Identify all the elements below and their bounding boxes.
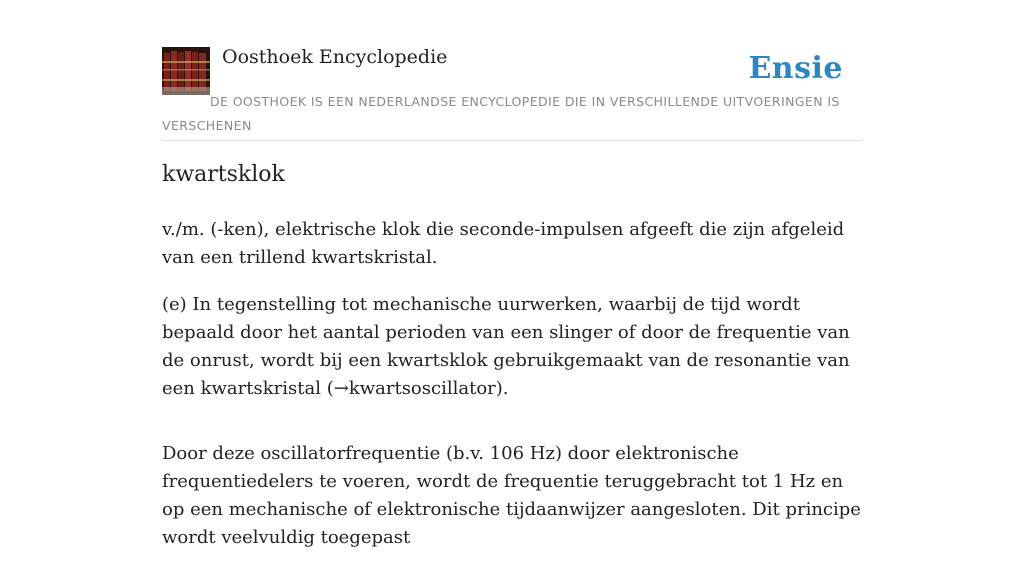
article-body	[162, 216, 862, 571]
site-tagline: DE OOSTHOEK IS EEN NEDERLANDSE ENCYCLOPEDIE DIE IN VERSCHILLENDE UITVOERINGEN IS VERSCHENEN	[162, 94, 840, 133]
brand-logo[interactable]: Ensie	[748, 51, 843, 86]
site-title[interactable]: Oosthoek Encyclopedie	[222, 46, 448, 68]
site-header	[162, 0, 862, 141]
arrow-right-icon: →	[333, 378, 349, 399]
article-paragraph: Door deze oscillatorfrequentie (b.v. 106 Hz) door elektronische frequentiedelers te voeren, wordt de frequentie teruggebracht tot 1 Hz en op een mechanische of elektronische tijdaanwijzer aangesloten. Dit principe wordt veelvuldig toegepast	[162, 443, 861, 548]
article-title: kwartsklok	[162, 162, 285, 187]
article-paragraph	[162, 291, 862, 403]
encyclopedia-books-icon	[162, 47, 210, 95]
paragraph-text: (e) In tegenstelling tot mechanische uurwerken, waarbij de tijd wordt bepaald door het aantal perioden van een slinger of door de frequentie van de onrust, wordt bij een kwartsklok gebruikgemaakt van de resonantie van een kwartskristal (	[162, 294, 850, 399]
article-paragraph: v./m. (-ken), elektrische klok die seconde-impulsen afgeeft die zijn afgeleid van een trillend kwartskristal.	[162, 219, 845, 268]
page-container	[162, 0, 862, 548]
kwartsoscillator-link[interactable]	[334, 378, 496, 399]
link-label: kwartsoscillator	[348, 378, 496, 399]
paragraph-end: ).	[495, 378, 509, 399]
site-avatar[interactable]	[162, 47, 210, 95]
